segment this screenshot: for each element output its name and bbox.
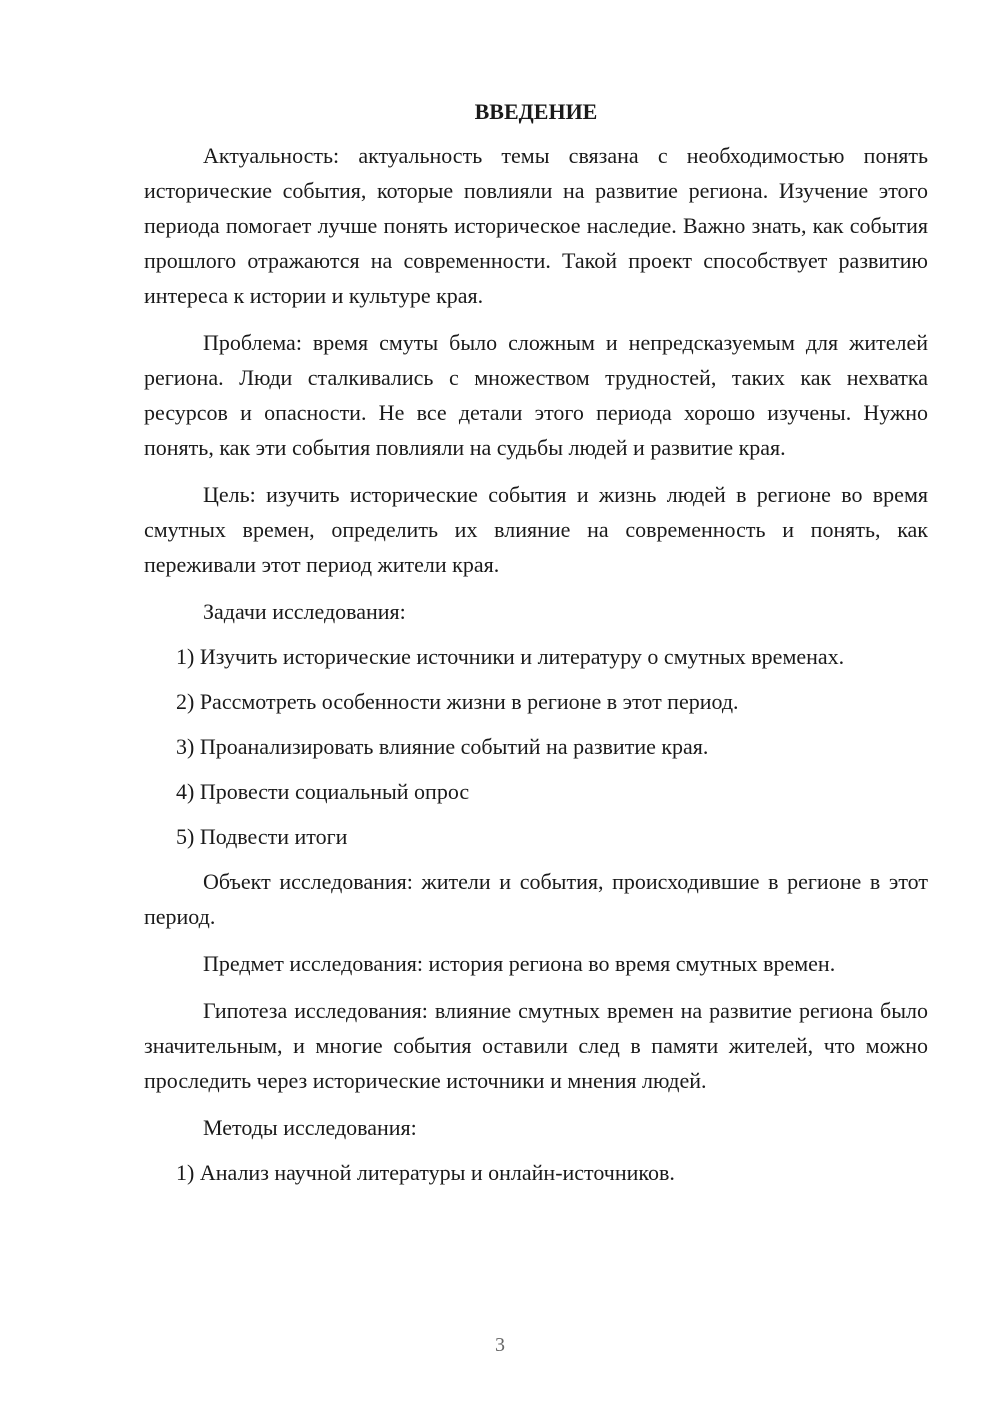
- paragraph-relevance: Актуальность: актуальность темы связана с необходимостью понять исторические события, которые повлияли на развитие региона. Изучение этого периода помогает лучше понять историческое наследие. Важно знать, как события прошлого отражаются на современности. Такой проект способствует развитию интереса к истории и культуре края.: [144, 143, 928, 308]
- method-item: 1) Анализ научной литературы и онлайн-источников.: [176, 1160, 675, 1185]
- paragraph-methods-heading: Методы исследования:: [203, 1115, 417, 1140]
- task-item: 4) Провести социальный опрос: [176, 779, 470, 804]
- paragraph-hypothesis: Гипотеза исследования: влияние смутных времен на развитие региона было значительным, и многие события оставили след в памяти жителей, что можно проследить через исторические источники и мнения людей.: [144, 998, 928, 1093]
- task-item: 2) Рассмотреть особенности жизни в регионе в этот период.: [176, 689, 739, 714]
- paragraph-problem: Проблема: время смуты было сложным и непредсказуемым для жителей региона. Люди сталкивались с множеством трудностей, таких как нехватка ресурсов и опасности. Не все детали этого периода хорошо изучены. Нужно понять, как эти события повлияли на судьбы людей и развитие края.: [144, 330, 928, 460]
- paragraph-goal: Цель: изучить исторические события и жизнь людей в регионе во время смутных времен, определить их влияние на современность и понять, как переживали этот период жители края.: [144, 482, 928, 577]
- task-item: 3) Проанализировать влияние событий на развитие края.: [176, 734, 709, 759]
- paragraph-object: Объект исследования: жители и события, происходившие в регионе в этот период.: [144, 869, 928, 929]
- paragraph-tasks-heading: Задачи исследования:: [203, 599, 406, 624]
- task-item: 5) Подвести итоги: [176, 824, 348, 849]
- document-page: [144, 96, 928, 1200]
- section-title: ВВЕДЕНИЕ: [474, 99, 598, 124]
- page-number: 3: [495, 1334, 505, 1356]
- task-item: 1) Изучить исторические источники и литературу о смутных временах.: [176, 644, 845, 669]
- paragraph-subject: Предмет исследования: история региона во время смутных времен.: [203, 951, 836, 976]
